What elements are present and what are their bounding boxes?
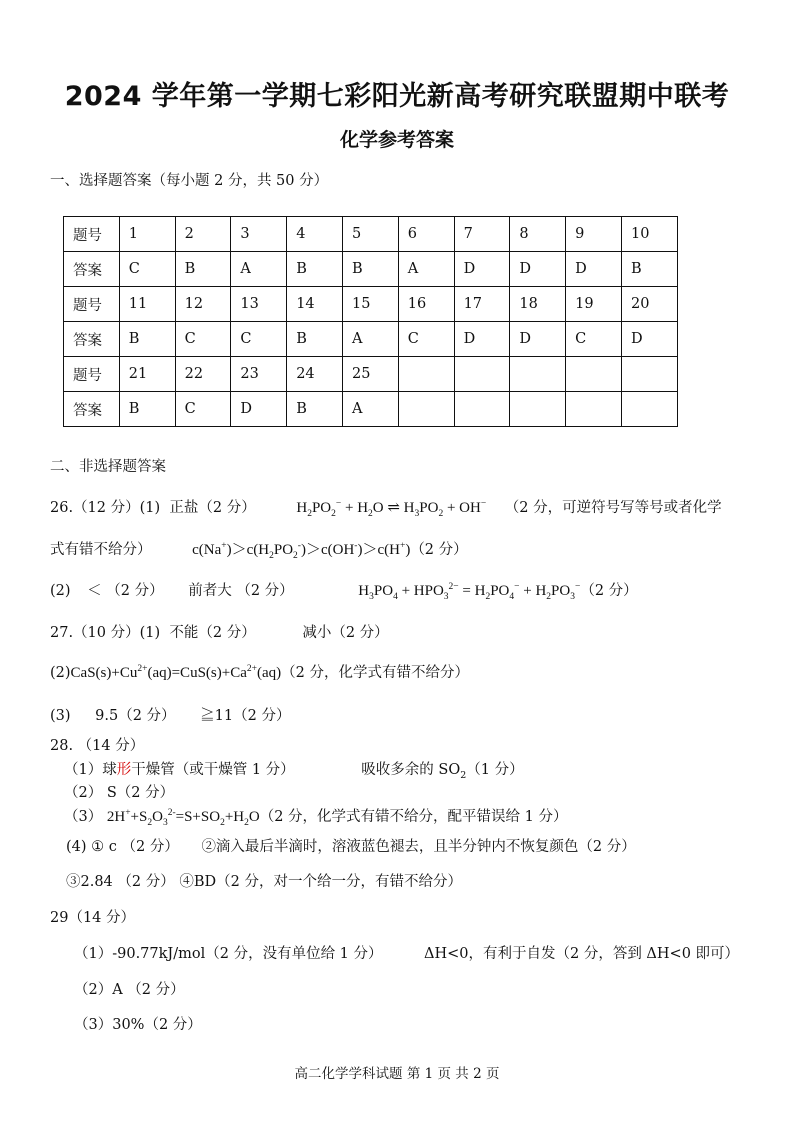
table-cell: D <box>454 322 510 357</box>
q26-line-1 <box>50 496 722 517</box>
q26-answer-1: 正盐（2 分） <box>169 500 256 516</box>
table-cell: 19 <box>566 287 622 322</box>
q28-a1-prefix: （1）球 <box>64 762 117 778</box>
q28-number: 28. （14 分） <box>50 738 145 754</box>
table-cell: A <box>231 252 287 287</box>
table-cell: 12 <box>175 287 231 322</box>
q26-ion-order: $c(Na^+)>c(H_2PO_2^-)>c(OH^-)>c(H^+)$ <box>192 541 411 561</box>
table-cell: B <box>175 252 231 287</box>
table-cell: A <box>342 322 398 357</box>
q28-a1-red-char: 形 <box>116 762 132 778</box>
table-cell: B <box>119 392 175 427</box>
q27-answer-3a: 9.5（2 分） <box>95 708 176 724</box>
q27-answer-1b: 减小（2 分） <box>302 625 389 641</box>
table-row <box>64 287 678 322</box>
table-cell <box>621 357 677 392</box>
table-cell: B <box>119 322 175 357</box>
q26-equation-2: $H_3PO_4 + HPO_3^{2-} = H_2PO_4^- + H_2PO_3^-$ <box>358 582 581 602</box>
table-cell: 18 <box>510 287 566 322</box>
q28-line-3 <box>64 805 567 826</box>
table-row <box>64 322 678 357</box>
table-cell: B <box>287 392 343 427</box>
q26-number: 26.（12 分）(1) <box>50 500 161 516</box>
table-row-header: 答案 <box>64 322 120 357</box>
table-cell: 13 <box>231 287 287 322</box>
q27-answer-1: 不能（2 分） <box>169 625 256 641</box>
q27-number: 27.（10 分）(1) <box>50 625 161 641</box>
table-cell: 20 <box>621 287 677 322</box>
q28-answer-2: （2） S（2 分） <box>64 785 175 801</box>
q29-answer-3: （3）30%（2 分） <box>74 1017 202 1033</box>
q29-answer-2: （2）A （2 分） <box>74 982 185 998</box>
table-row <box>64 357 678 392</box>
table-cell <box>566 392 622 427</box>
table-row-header: 答案 <box>64 252 120 287</box>
page-subtitle: 化学参考答案 <box>339 129 454 151</box>
table-row <box>64 252 678 287</box>
table-cell: D <box>621 322 677 357</box>
q28-equation: $2H^++S_2O_3^{2-}=S+SO_2+H_2O$ <box>106 808 260 828</box>
table-cell: 22 <box>175 357 231 392</box>
table-cell: D <box>231 392 287 427</box>
q27-line-1 <box>50 621 389 642</box>
q26-score-3: （2 分） <box>580 583 638 599</box>
q27-part-2: (2) <box>50 665 71 681</box>
q26-line-2 <box>50 538 468 559</box>
page-title: 2024 学年第一学期七彩阳光新高考研究联盟期中联考 <box>64 81 730 112</box>
table-cell: B <box>287 322 343 357</box>
q28-answer-4c: ③2.84 （2 分） ④BD（2 分，对一个给一分，有错不给分） <box>66 874 462 890</box>
table-cell: 14 <box>287 287 343 322</box>
table-cell: 11 <box>119 287 175 322</box>
table-cell: C <box>231 322 287 357</box>
q29-answer-1: （1）-90.77kJ/mol（2 分，没有单位给 1 分） <box>74 946 383 962</box>
table-cell: B <box>621 252 677 287</box>
q26-score-2: （2 分） <box>410 542 468 558</box>
answer-table <box>63 216 678 427</box>
table-row-header: 题号 <box>64 217 120 252</box>
table-row-header: 题号 <box>64 357 120 392</box>
table-cell <box>398 357 454 392</box>
table-row <box>64 217 678 252</box>
q27-line-3 <box>50 704 290 725</box>
table-cell: 2 <box>175 217 231 252</box>
table-cell: D <box>454 252 510 287</box>
table-cell: 23 <box>231 357 287 392</box>
q27-answer-3b: ≧11（2 分） <box>200 708 291 724</box>
q26-answer-2: 前者大 （2 分） <box>188 583 294 599</box>
q26-continuation: 式有错不给分） <box>50 542 152 558</box>
table-cell: 15 <box>342 287 398 322</box>
q28-answer-4b: ②滴入最后半滴时，溶液蓝色褪去，且半分钟内不恢复颜色（2 分） <box>201 839 636 855</box>
table-cell <box>398 392 454 427</box>
table-row <box>64 392 678 427</box>
table-cell: 3 <box>231 217 287 252</box>
table-cell: C <box>175 322 231 357</box>
q28-answer-4a: (4) ① c （2 分） <box>66 839 179 855</box>
table-cell <box>566 357 622 392</box>
table-cell <box>454 357 510 392</box>
table-cell: C <box>566 322 622 357</box>
q27-line-2 <box>50 661 469 682</box>
q27-part-3: (3) <box>50 708 71 724</box>
table-cell: C <box>175 392 231 427</box>
table-cell: C <box>119 252 175 287</box>
table-cell: 7 <box>454 217 510 252</box>
table-cell: 6 <box>398 217 454 252</box>
q28-a1-suffix: 干燥管（或干燥管 1 分） <box>131 762 295 778</box>
q27-equation: $CaS(s)+Cu^{2+}(aq)=CuS(s)+Ca^{2+}(aq)$ <box>70 664 282 681</box>
table-cell <box>454 392 510 427</box>
table-cell: D <box>510 252 566 287</box>
q26-line-3 <box>50 579 638 600</box>
q26-score-1: （2 分，可逆符号写等号或者化学 <box>504 500 722 516</box>
q28-line-1 <box>64 758 524 779</box>
table-row-header: 答案 <box>64 392 120 427</box>
table-cell: 16 <box>398 287 454 322</box>
q29-answer-1b: ΔH<0，有利于自发（2 分，答到 ΔH<0 即可） <box>424 946 740 962</box>
q28-a1b-prefix: 吸收多余的 SO <box>361 762 461 778</box>
q26-part-2: (2) <box>50 583 71 599</box>
table-cell: D <box>566 252 622 287</box>
q28-a1b-suffix: （1 分） <box>466 762 524 778</box>
q26-equation-1: $H_2PO_2^- + H_2O$ ⇌ $H_3PO_2 + OH^-$ <box>296 499 487 519</box>
table-cell: 24 <box>287 357 343 392</box>
table-cell: 1 <box>119 217 175 252</box>
table-cell: A <box>342 392 398 427</box>
q28-line-4 <box>66 835 636 856</box>
table-cell <box>510 357 566 392</box>
table-cell: C <box>398 322 454 357</box>
table-cell: 4 <box>287 217 343 252</box>
page-footer: 高二化学学科试题 第 1 页 共 2 页 <box>294 1066 500 1082</box>
q29-number: 29（14 分） <box>50 910 136 926</box>
table-cell: 5 <box>342 217 398 252</box>
table-cell: 21 <box>119 357 175 392</box>
table-cell <box>510 392 566 427</box>
table-cell: 25 <box>342 357 398 392</box>
table-cell: B <box>287 252 343 287</box>
q28-part-3: （3） <box>64 809 103 825</box>
q27-score-2: （2 分，化学式有错不给分） <box>281 665 469 681</box>
table-cell <box>621 392 677 427</box>
table-cell: A <box>398 252 454 287</box>
section-2-heading: 二、非选择题答案 <box>50 459 166 475</box>
table-cell: 17 <box>454 287 510 322</box>
q26-compare: ＜ （2 分） <box>87 583 164 599</box>
table-cell: 10 <box>621 217 677 252</box>
section-1-heading: 一、选择题答案（每小题 2 分，共 50 分） <box>50 173 329 189</box>
table-cell: B <box>342 252 398 287</box>
table-cell: 9 <box>566 217 622 252</box>
q28-score-3: （2 分，化学式有错不给分，配平错误给 1 分） <box>259 809 568 825</box>
table-cell: D <box>510 322 566 357</box>
table-cell: 8 <box>510 217 566 252</box>
q28-answer-1b: 吸收多余的 $SO_2(1$ 分） <box>361 762 524 781</box>
table-row-header: 题号 <box>64 287 120 322</box>
